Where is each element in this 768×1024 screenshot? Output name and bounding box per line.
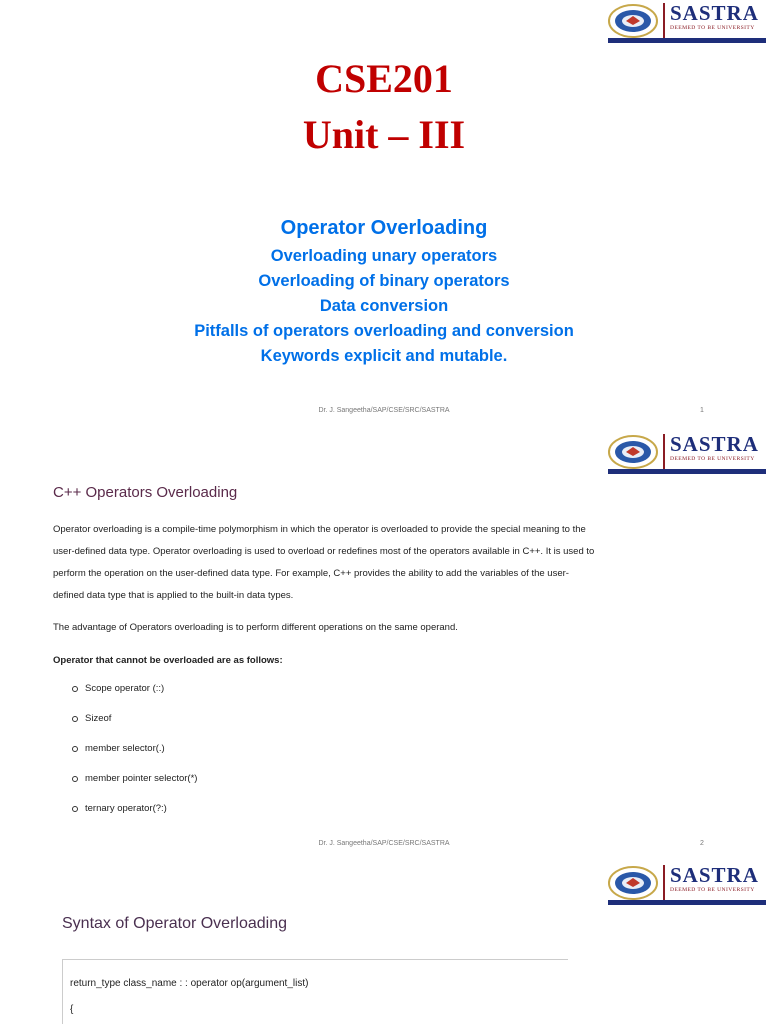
code-line: {	[70, 1004, 74, 1015]
paragraph-line: defined data type that is applied to the built-in data types.	[53, 590, 294, 601]
advantage-text: The advantage of Operators overloading is to perform different operations on the same operand.	[53, 622, 458, 633]
paragraph-line: perform the operation on the user-defined data type. For example, C++ provides the ability to add the variables of the user-	[53, 568, 569, 579]
sastra-logo	[608, 3, 759, 41]
logo-name: SASTRA	[670, 863, 759, 887]
logo-divider	[663, 434, 665, 472]
topic-item: Pitfalls of operators overloading and conversion	[194, 322, 574, 340]
slide-3	[0, 862, 768, 1024]
logo-tagline: DEEMED TO BE UNIVERSITY	[670, 456, 755, 462]
section-heading: C++ Operators Overloading	[53, 484, 238, 501]
logo-divider	[663, 3, 665, 41]
slide-2	[0, 432, 768, 862]
topic-item: Keywords explicit and mutable.	[260, 347, 508, 365]
bullet-icon	[72, 686, 78, 692]
bullet-icon	[72, 746, 78, 752]
topic-item: Data conversion	[319, 297, 449, 315]
page-number: 1	[700, 407, 704, 414]
list-item: ternary operator(?:)	[72, 802, 197, 832]
paragraph-line: user-defined data type. Operator overloading is used to overload or redefines most of the operators available in C++. It is used to	[53, 546, 595, 557]
logo-motto-bar	[608, 469, 766, 474]
topic-item: Overloading unary operators	[270, 247, 498, 265]
bullet-icon	[72, 716, 78, 722]
overloading-paragraph	[53, 519, 653, 607]
code-line: return_type class_name : : operator op(argument_list)	[70, 978, 309, 989]
list-item: Scope operator (::)	[72, 682, 197, 712]
list-item: member pointer selector(*)	[72, 772, 197, 802]
operator-list	[72, 682, 197, 832]
university-seal-icon	[608, 434, 658, 470]
list-item: member selector(.)	[72, 742, 197, 772]
logo-motto-bar	[608, 900, 766, 905]
syntax-heading: Syntax of Operator Overloading	[62, 915, 288, 932]
logo-tagline: DEEMED TO BE UNIVERSITY	[670, 25, 755, 31]
bullet-icon	[72, 806, 78, 812]
logo-motto-bar	[608, 38, 766, 43]
page-number: 2	[700, 840, 704, 847]
topic-item: Operator Overloading	[280, 217, 488, 239]
logo-name: SASTRA	[670, 432, 759, 456]
slide-1	[0, 0, 768, 432]
paragraph-line: Operator overloading is a compile-time polymorphism in which the operator is overloaded to provide the special meaning to the	[53, 524, 586, 535]
unit-title: Unit – III	[302, 112, 466, 157]
bullet-icon	[72, 776, 78, 782]
university-seal-icon	[608, 865, 658, 901]
code-block	[62, 959, 568, 1024]
topic-list	[0, 212, 768, 369]
list-item: Sizeof	[72, 712, 197, 742]
sastra-logo	[608, 434, 759, 472]
slide-footer: Dr. J. Sangeetha/SAP/CSE/SRC/SASTRA	[318, 840, 450, 847]
cannot-overload-heading: Operator that cannot be overloaded are as follows:	[53, 655, 283, 666]
university-seal-icon	[608, 3, 658, 39]
logo-divider	[663, 865, 665, 903]
course-code: CSE201	[315, 56, 453, 101]
logo-tagline: DEEMED TO BE UNIVERSITY	[670, 887, 755, 893]
logo-name: SASTRA	[670, 1, 759, 25]
slide-footer: Dr. J. Sangeetha/SAP/CSE/SRC/SASTRA	[318, 407, 450, 414]
topic-item: Overloading of binary operators	[258, 272, 510, 290]
sastra-logo	[608, 865, 759, 903]
